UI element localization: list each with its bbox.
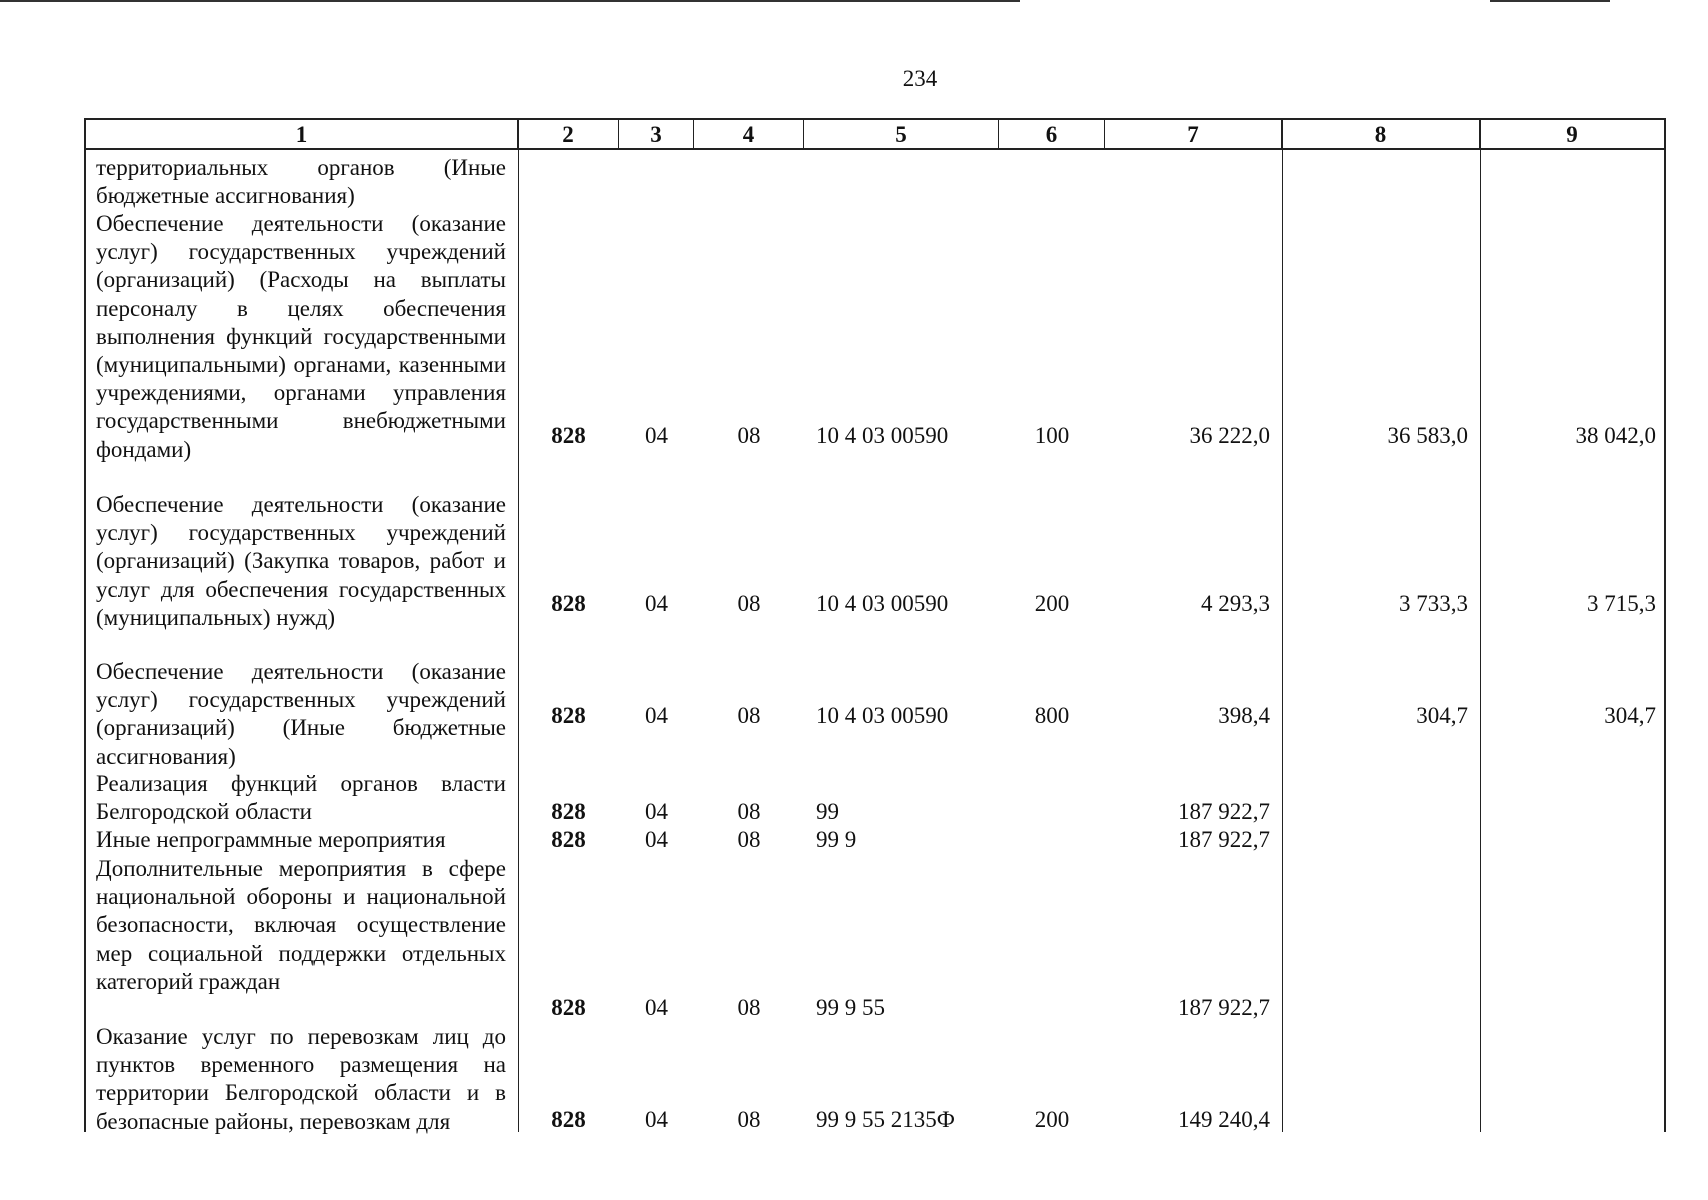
row-section: 04 [645, 799, 668, 824]
row-description: Обеспечение деятельности (оказание услуг) государственных учреждений (организаций) (Иные бюджетные ассигнования) [96, 659, 506, 769]
row-subsection: 08 [737, 995, 761, 1020]
row-target: 99 9 55 2135Ф [816, 1107, 955, 1132]
row-description: Реализация функций органов власти Белгородской области [96, 771, 506, 825]
row-value-7: 36 222,0 [1189, 423, 1270, 448]
row-section: 04 [645, 423, 668, 448]
row-target: 10 4 03 00590 [816, 591, 949, 616]
row-description: Иные непрограммные мероприятия [96, 827, 446, 852]
row-subsection: 08 [737, 799, 761, 824]
column-header-6: 6 [999, 120, 1105, 150]
scan-edge-line [0, 0, 1020, 2]
row-type: 800 [1034, 703, 1070, 728]
row-value-9: 304,7 [1604, 703, 1656, 728]
row-type: 200 [1034, 1107, 1070, 1132]
column-divider [518, 120, 519, 1132]
row-target: 99 [816, 799, 839, 824]
row-subsection: 08 [737, 703, 761, 728]
row-value-7: 398,4 [1218, 703, 1270, 728]
row-code: 828 [551, 591, 586, 616]
row-description: Обеспечение деятельности (оказание услуг) государственных учреждений (организаций) (Расходы на выплаты персоналу в целях обеспечения выполнения функций государственными (муниципальными) органами, казенными учреждениями, органами управления государственными внебюджетными фондами) [96, 211, 506, 462]
scan-edge-line [1490, 0, 1610, 2]
row-description: Дополнительные мероприятия в сфере национальной обороны и национальной безопасности, включая осуществление мер социальной поддержки отдельных категорий граждан [96, 856, 506, 994]
row-description: территориальных органов (Иные бюджетные ассигнования) [96, 155, 506, 209]
column-header-3: 3 [619, 120, 694, 150]
row-subsection: 08 [737, 423, 761, 448]
row-code: 828 [551, 995, 586, 1020]
row-target: 99 9 [816, 827, 857, 852]
page-number: 234 [902, 66, 938, 91]
column-divider [1480, 120, 1481, 1132]
column-header-9: 9 [1480, 120, 1664, 150]
column-header-4: 4 [694, 120, 804, 150]
row-code: 828 [551, 799, 586, 824]
column-header-5: 5 [804, 120, 999, 150]
row-value-9: 38 042,0 [1575, 423, 1656, 448]
row-section: 04 [645, 591, 668, 616]
row-type: 200 [1034, 591, 1070, 616]
column-header-7: 7 [1105, 120, 1282, 150]
row-section: 04 [645, 703, 668, 728]
row-target: 10 4 03 00590 [816, 703, 949, 728]
row-code: 828 [551, 703, 586, 728]
row-value-7: 187 922,7 [1178, 995, 1270, 1020]
row-description: Обеспечение деятельности (оказание услуг) государственных учреждений (организаций) (Закупка товаров, работ и услуг для обеспечения государственных (муниципальных) нужд) [96, 492, 506, 630]
row-target: 99 9 55 [816, 995, 885, 1020]
row-type: 100 [1034, 423, 1070, 448]
row-code: 828 [551, 423, 586, 448]
column-header-1: 1 [86, 120, 518, 150]
row-code: 828 [551, 827, 586, 852]
row-value-7: 149 240,4 [1178, 1107, 1270, 1132]
column-header-8: 8 [1282, 120, 1480, 150]
row-subsection: 08 [737, 591, 761, 616]
row-section: 04 [645, 995, 668, 1020]
column-header-2: 2 [518, 120, 619, 150]
row-target: 10 4 03 00590 [816, 423, 949, 448]
column-divider [1282, 120, 1283, 1132]
row-value-7: 4 293,3 [1201, 591, 1270, 616]
row-value-8: 36 583,0 [1387, 423, 1468, 448]
row-section: 04 [645, 1107, 668, 1132]
row-subsection: 08 [737, 1107, 761, 1132]
row-value-9: 3 715,3 [1587, 591, 1656, 616]
row-value-8: 304,7 [1416, 703, 1468, 728]
row-description: Оказание услуг по перевозкам лиц до пунктов временного размещения на территории Белгородской области и в безопасные районы, перевозкам для [96, 1024, 506, 1134]
row-value-8: 3 733,3 [1399, 591, 1468, 616]
row-value-7: 187 922,7 [1178, 827, 1270, 852]
row-code: 828 [551, 1107, 586, 1132]
row-section: 04 [645, 827, 668, 852]
budget-table [84, 118, 1666, 1132]
row-value-7: 187 922,7 [1178, 799, 1270, 824]
row-subsection: 08 [737, 827, 761, 852]
